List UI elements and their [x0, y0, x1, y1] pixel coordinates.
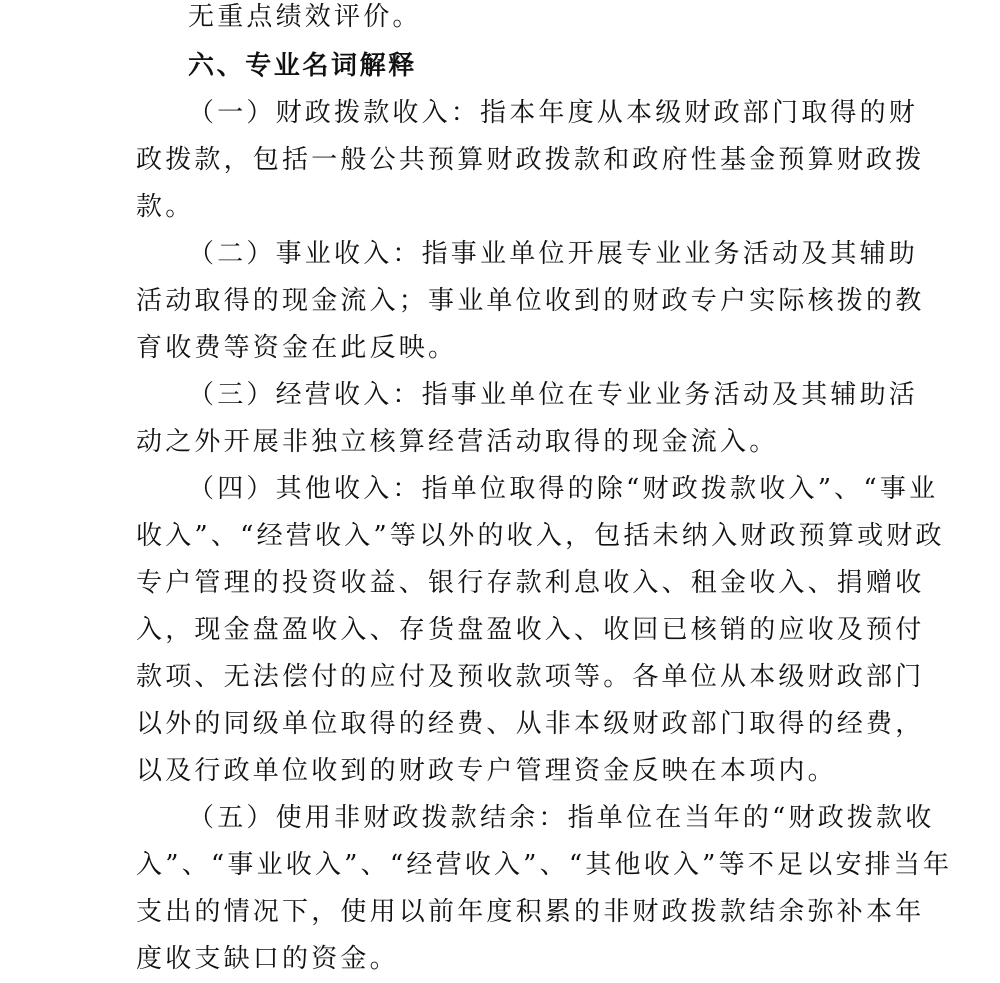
paragraph-line: 款项、无法偿付的应付及预收款项等。各单位从本级财政部门: [136, 662, 925, 692]
paragraph-line: 以及行政单位收到的财政专户管理资金反映在本项内。: [136, 756, 837, 786]
paragraph-line: 款。: [136, 192, 195, 222]
paragraph-line: （四）其他收入：指单位取得的除“财政拨款收入”、“事业: [188, 474, 939, 504]
paragraph-line: （一）财政拨款收入：指本年度从本级财政部门取得的财: [188, 98, 919, 128]
paragraph-line: 入，现金盘盈收入、存货盘盈收入、收回已核销的应收及预付: [136, 615, 925, 645]
paragraph-line: 入”、“事业收入”、“经营收入”、“其他收入”等不足以安排当年: [136, 850, 953, 880]
paragraph-line: （五）使用非财政拨款结余：指单位在当年的“财政拨款收: [188, 803, 935, 833]
paragraph-line: 以外的同级单位取得的经费、从非本级财政部门取得的经费，: [136, 709, 925, 739]
paragraph-line: 支出的情况下，使用以前年度积累的非财政拨款结余弥补本年: [136, 897, 925, 927]
paragraph-line: 收入”、“经营收入”等以外的收入，包括未纳入财政预算或财政: [136, 521, 945, 551]
paragraph-line: 活动取得的现金流入；事业单位收到的财政专户实际核拨的教: [136, 286, 925, 316]
paragraph-line: 专户管理的投资收益、银行存款利息收入、租金收入、捐赠收: [136, 568, 925, 598]
section-heading: 六、专业名词解释: [188, 51, 417, 81]
paragraph-line: 度收支缺口的资金。: [136, 944, 399, 974]
paragraph-line: 动之外开展非独立核算经营活动取得的现金流入。: [136, 427, 779, 457]
intro-line: 无重点绩效评价。: [188, 2, 422, 32]
paragraph-line: （三）经营收入：指事业单位在专业业务活动及其辅助活: [188, 380, 919, 410]
paragraph-line: （二）事业收入：指事业单位开展专业业务活动及其辅助: [188, 239, 919, 269]
paragraph-line: 育收费等资金在此反映。: [136, 333, 458, 363]
paragraph-line: 政拨款，包括一般公共预算财政拨款和政府性基金预算财政拨: [136, 145, 925, 175]
